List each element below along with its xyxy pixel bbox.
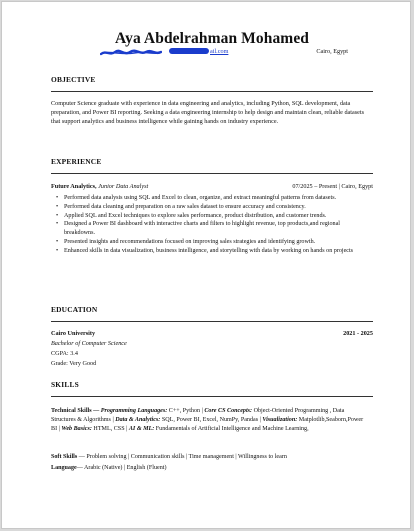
web-basics-value: HTML, CSS | <box>91 425 129 432</box>
contact-row <box>51 47 373 59</box>
education-heading: EDUCATION <box>51 305 98 314</box>
soft-skills-label: Soft Skills <box>51 454 78 460</box>
education-divider <box>51 321 373 322</box>
cgpa: CGPA: 3.4 <box>51 350 78 357</box>
bullet-dot: • <box>56 247 59 254</box>
bullet-dot: • <box>56 238 59 245</box>
education-header <box>51 330 373 339</box>
core-cs-value: Object-Oriented Programming , Data Structures & Algorithms | <box>51 408 345 423</box>
redacted-phone-scribble <box>100 49 162 57</box>
candidate-name: Aya Abdelrahman Mohamed <box>114 30 310 47</box>
list-item <box>58 220 366 238</box>
list-item <box>58 212 366 221</box>
email-link[interactable] <box>169 48 228 55</box>
bullet-text: Enhanced skills in data visualization, business intelligence, and storytelling with data by working on hands on projects <box>64 247 354 254</box>
objective-divider <box>51 91 373 92</box>
grade: Grade: Very Good <box>51 360 97 367</box>
programming-value: C++, Python | <box>167 408 205 414</box>
bullet-text: Applied SQL and Excel techniques to explore sales performance, product distribution, and customer trends. <box>64 212 327 219</box>
ai-ml-label: AI & ML: <box>128 425 155 432</box>
job-role: Junior Data Analyst <box>98 183 149 190</box>
languages <box>51 464 369 473</box>
location: Cairo, Egypt <box>316 48 348 55</box>
visualization-label: Visualization: <box>262 416 298 423</box>
data-analytics-label: Data & Analytics: <box>115 416 161 423</box>
bullet-text: Performed data cleaning and preparation on a raw sales dataset to ensure accuracy and consistency. <box>64 203 306 210</box>
visualization-value: Matplotlib,Seaborn,Power BI | <box>51 416 364 432</box>
bullet-dot: • <box>56 221 59 228</box>
language-value: — Arabic (Native) | English (Fluent) <box>76 465 167 471</box>
soft-skills <box>51 453 369 462</box>
soft-skills-value: — Problem solving | Communication skills | Time management | Willingness to learn <box>78 454 287 460</box>
objective-heading: OBJECTIVE <box>51 75 96 84</box>
bullet-text: Performed data analysis using SQL and Excel to clean, organize, and extract meaningful patterns from datasets. <box>64 195 337 201</box>
list-item <box>58 194 366 203</box>
technical-skills <box>51 407 369 434</box>
job-company-role <box>51 183 148 190</box>
redacted-email-ink <box>169 48 209 54</box>
programming-label: Programming Languages: <box>100 408 168 414</box>
bullet-text: Designed a Power BI dashboard with interactive charts and filters to highlight revenue, top products,and regional breakdowns. <box>64 221 341 237</box>
education-years: 2021 - 2025 <box>343 330 373 337</box>
language-label: Language <box>51 465 77 471</box>
skills-divider <box>51 396 373 397</box>
job-header <box>51 183 373 192</box>
list-item <box>58 203 366 212</box>
web-basics-label: Web Basics: <box>61 425 92 432</box>
job-dates: 07/2025 – Present | Cairo, Egypt <box>292 183 373 190</box>
bullet-dot: • <box>56 203 59 210</box>
resume-page <box>1 1 411 529</box>
experience-divider <box>51 173 373 174</box>
list-item <box>58 247 366 256</box>
bullet-dot: • <box>56 195 59 201</box>
experience-heading: EXPERIENCE <box>51 157 102 166</box>
job-company: Future Analytics, <box>51 183 97 190</box>
skills-heading: SKILLS <box>51 380 79 389</box>
core-cs-label: Core CS Concepts: <box>204 408 253 414</box>
ai-ml-value: Fundamentals of Artificial Intelligence and Machine Learning, <box>154 425 309 432</box>
bullet-text: Presented insights and recommendations focused on improving sales strategies and identifying growth. <box>64 238 316 245</box>
technical-skills-label: Technical Skills — <box>51 408 100 414</box>
job-bullets <box>58 194 366 256</box>
data-analytics-value: SQL, Power BI, Excel, NumPy, Pandas | <box>160 416 263 423</box>
degree: Bachelor of Computer Science <box>51 340 127 347</box>
email-visible-tail: ail.com <box>210 48 229 55</box>
bullet-dot: • <box>56 212 59 219</box>
list-item <box>58 238 366 247</box>
objective-text: Computer Science graduate with experience in data engineering and analytics, including Python, SQL development, data preparation, and Power BI reporting. Seeking a data engineering internship to help design and maintain clean, reliable datasets that support analytics and business intelligence while gaining hands on industry experience. <box>51 100 365 125</box>
school-name: Cairo University <box>51 330 96 337</box>
